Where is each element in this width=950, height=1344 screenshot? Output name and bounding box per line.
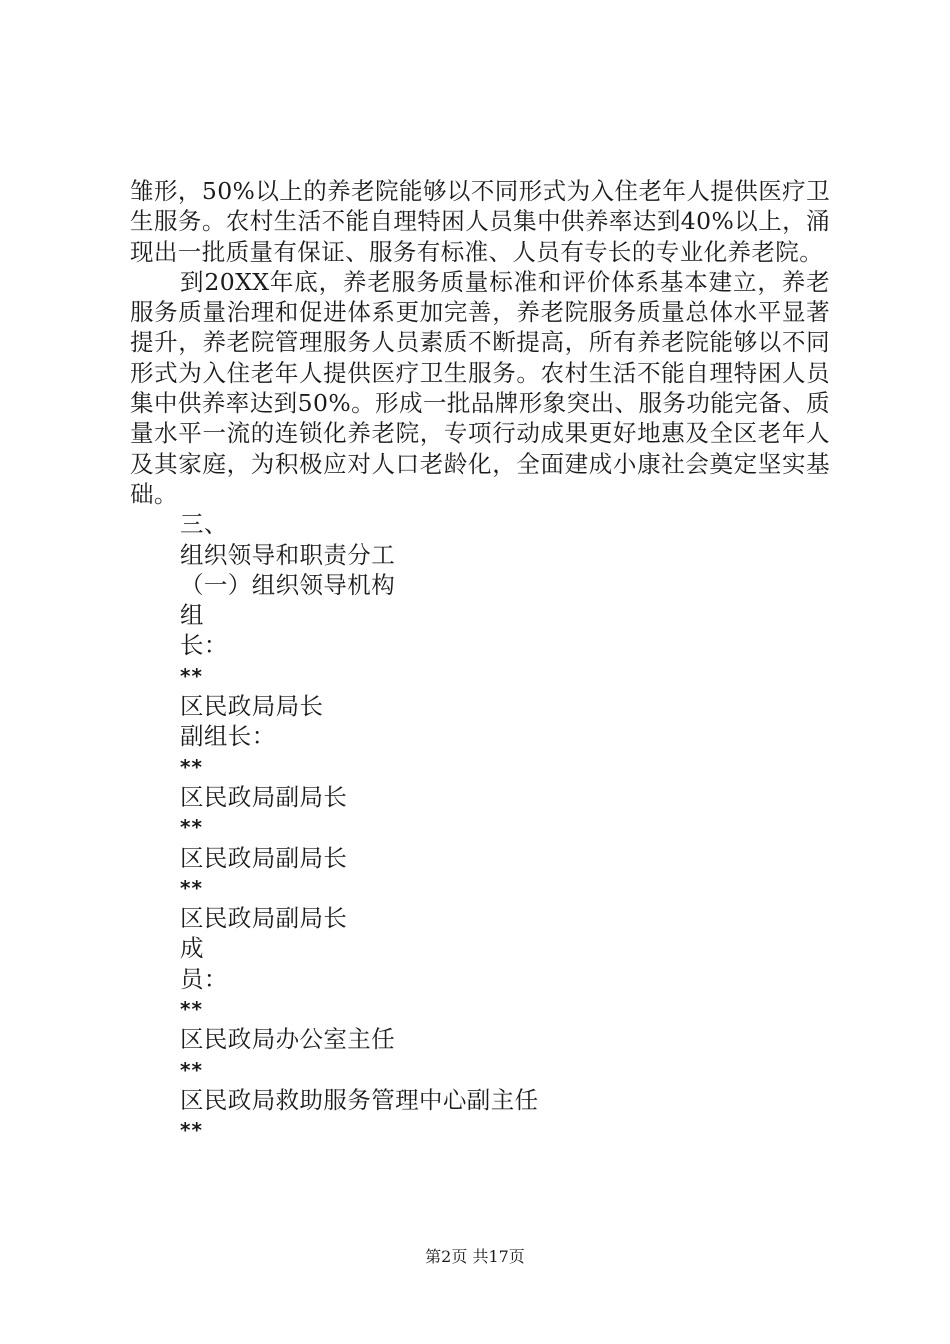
subsection-heading: （一）组织领导机构 <box>180 570 396 599</box>
list-line: 区民政局副局长 <box>180 843 348 872</box>
name-placeholder: ** <box>180 754 203 779</box>
list-line: 副组长： <box>180 722 276 751</box>
list-line: 成 <box>180 934 204 963</box>
list-line: 区民政局副局长 <box>180 782 348 811</box>
list-line: 长： <box>180 631 228 660</box>
page-footer: 第2页 共17页 <box>425 1247 525 1266</box>
list-line: 区民政局局长 <box>180 692 324 721</box>
list-line: 员： <box>180 964 228 993</box>
document-body <box>130 176 830 1146</box>
paragraph-2: 到20XX年底，养老服务质量标准和评价体系基本建立，养老服务质量治理和促进体系更加完善，养老院服务质量总体水平显著提升，养老院管理服务人员素质不断提高，所有养老院能够以不同形式为入住老年人提供医疗卫生服务。农村生活不能自理特困人员集中供养率达到50%。形成一批品牌形象突出、服务功能完备、质量水平一流的连锁化养老院，专项行动成果更好地惠及全区老年人及其家庭，为积极应对人口老龄化，全面建成小康社会奠定坚实基础。 <box>130 267 830 508</box>
list-line: 组 <box>180 601 204 630</box>
name-placeholder: ** <box>180 997 203 1022</box>
name-placeholder: ** <box>180 875 203 900</box>
paragraph-1: 雏形，50%以上的养老院能够以不同形式为入住老年人提供医疗卫生服务。农村生活不能自理特困人员集中供养率达到40%以上，涌现出一批质量有保证、服务有标准、人员有专长的专业化养老院。 <box>130 177 830 266</box>
list-line: 区民政局办公室主任 <box>180 1025 396 1054</box>
name-placeholder: ** <box>180 663 203 688</box>
section-number: 三、 <box>180 510 228 539</box>
name-placeholder: ** <box>180 1057 203 1082</box>
name-placeholder: ** <box>180 815 203 840</box>
organization-list <box>130 509 830 1145</box>
name-placeholder: ** <box>180 1118 203 1143</box>
list-line: 区民政局副局长 <box>180 904 348 933</box>
list-line: 区民政局救助服务管理中心副主任 <box>180 1085 539 1114</box>
section-heading: 组织领导和职责分工 <box>180 540 396 569</box>
